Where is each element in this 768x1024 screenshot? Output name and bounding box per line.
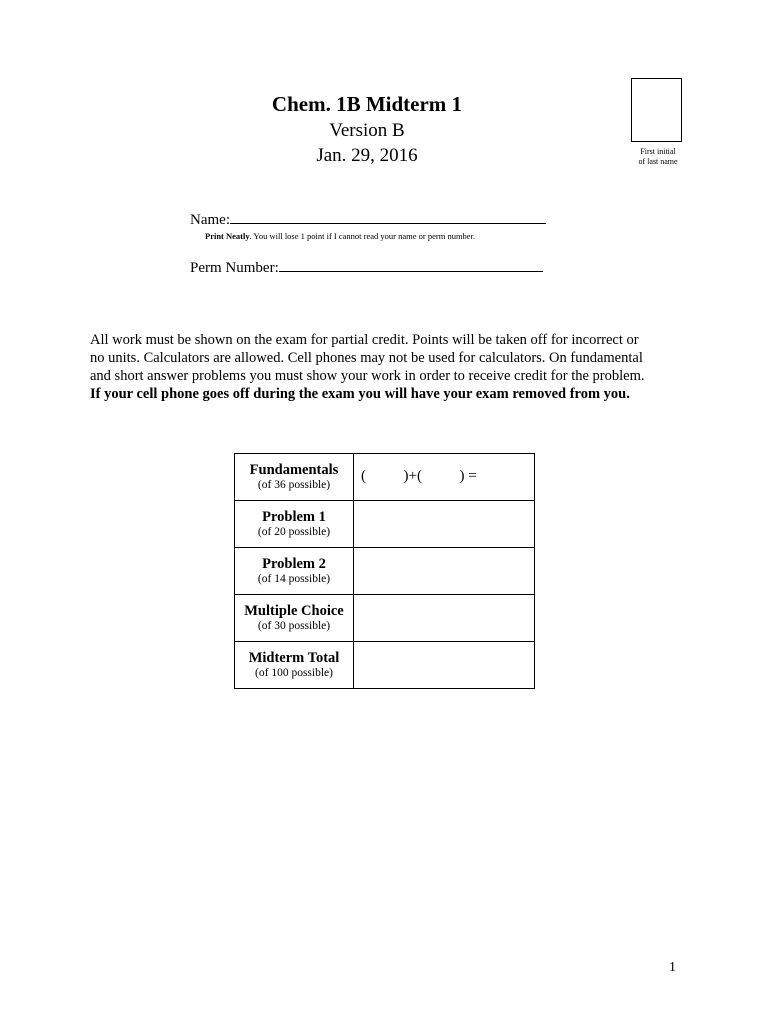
first-initial-label [618, 147, 698, 167]
score-row-label [235, 595, 354, 642]
score-entry-cell[interactable] [354, 501, 535, 548]
score-row-label [235, 454, 354, 501]
page-number: 1 [669, 960, 676, 975]
perm-number-label: Perm Number: [190, 260, 279, 276]
first-initial-label-line2: of last name [638, 157, 678, 166]
print-neatly-note [205, 231, 475, 241]
exam-title: Chem. 1B Midterm 1 [271, 92, 463, 116]
score-row [235, 548, 535, 595]
score-entry-value: ( )+( ) = [361, 468, 477, 484]
score-row-title: Problem 1 [262, 509, 326, 525]
score-entry-value [354, 595, 534, 609]
score-entry-value [354, 548, 534, 562]
instructions-text: All work must be shown on the exam for partial credit. Points will be taken off for incorrect or no units. Calculators are allowed. Cell phones may not be used for calculators. On fundamental and short answer problems you must show your work in order to receive credit for the problem. [90, 332, 645, 384]
first-initial-label-line1: First initial [640, 147, 676, 156]
name-field-row [190, 210, 546, 229]
instructions-bold-warning: If your cell phone goes off during the exam you will have your exam removed from you. [90, 386, 630, 402]
score-row [235, 595, 535, 642]
score-row-title: Fundamentals [249, 462, 339, 478]
score-entry-value [354, 501, 534, 515]
score-row [235, 454, 535, 501]
name-blank[interactable] [230, 210, 546, 224]
score-row-title: Problem 2 [262, 556, 326, 572]
score-row-title: Midterm Total [248, 650, 340, 666]
perm-number-blank[interactable] [279, 258, 543, 272]
score-entry-cell[interactable] [354, 595, 535, 642]
perm-number-field-row [190, 258, 543, 277]
score-table [234, 453, 535, 689]
first-initial-box[interactable] [631, 78, 682, 142]
score-row-possible: (of 14 possible) [257, 573, 331, 585]
score-row-title: Multiple Choice [244, 603, 344, 619]
score-row [235, 501, 535, 548]
score-row-possible: (of 36 possible) [257, 479, 331, 491]
score-entry-cell[interactable] [354, 454, 535, 501]
score-row-possible: (of 30 possible) [257, 620, 331, 632]
score-row-label [235, 501, 354, 548]
score-row-label [235, 642, 354, 689]
print-neatly-rest: . You will lose 1 point if I cannot read your name or perm number. [249, 231, 476, 241]
score-entry-cell[interactable] [354, 548, 535, 595]
exam-date: Jan. 29, 2016 [316, 145, 418, 166]
print-neatly-bold: Print Neatly [205, 231, 250, 241]
name-label: Name: [190, 212, 230, 228]
score-row-possible: (of 100 possible) [255, 667, 333, 679]
exam-instructions [90, 331, 650, 403]
score-row-possible: (of 20 possible) [257, 526, 331, 538]
score-row-label [235, 548, 354, 595]
score-entry-cell[interactable] [354, 642, 535, 689]
score-row [235, 642, 535, 689]
exam-version: Version B [329, 120, 405, 141]
score-entry-value [354, 642, 534, 656]
